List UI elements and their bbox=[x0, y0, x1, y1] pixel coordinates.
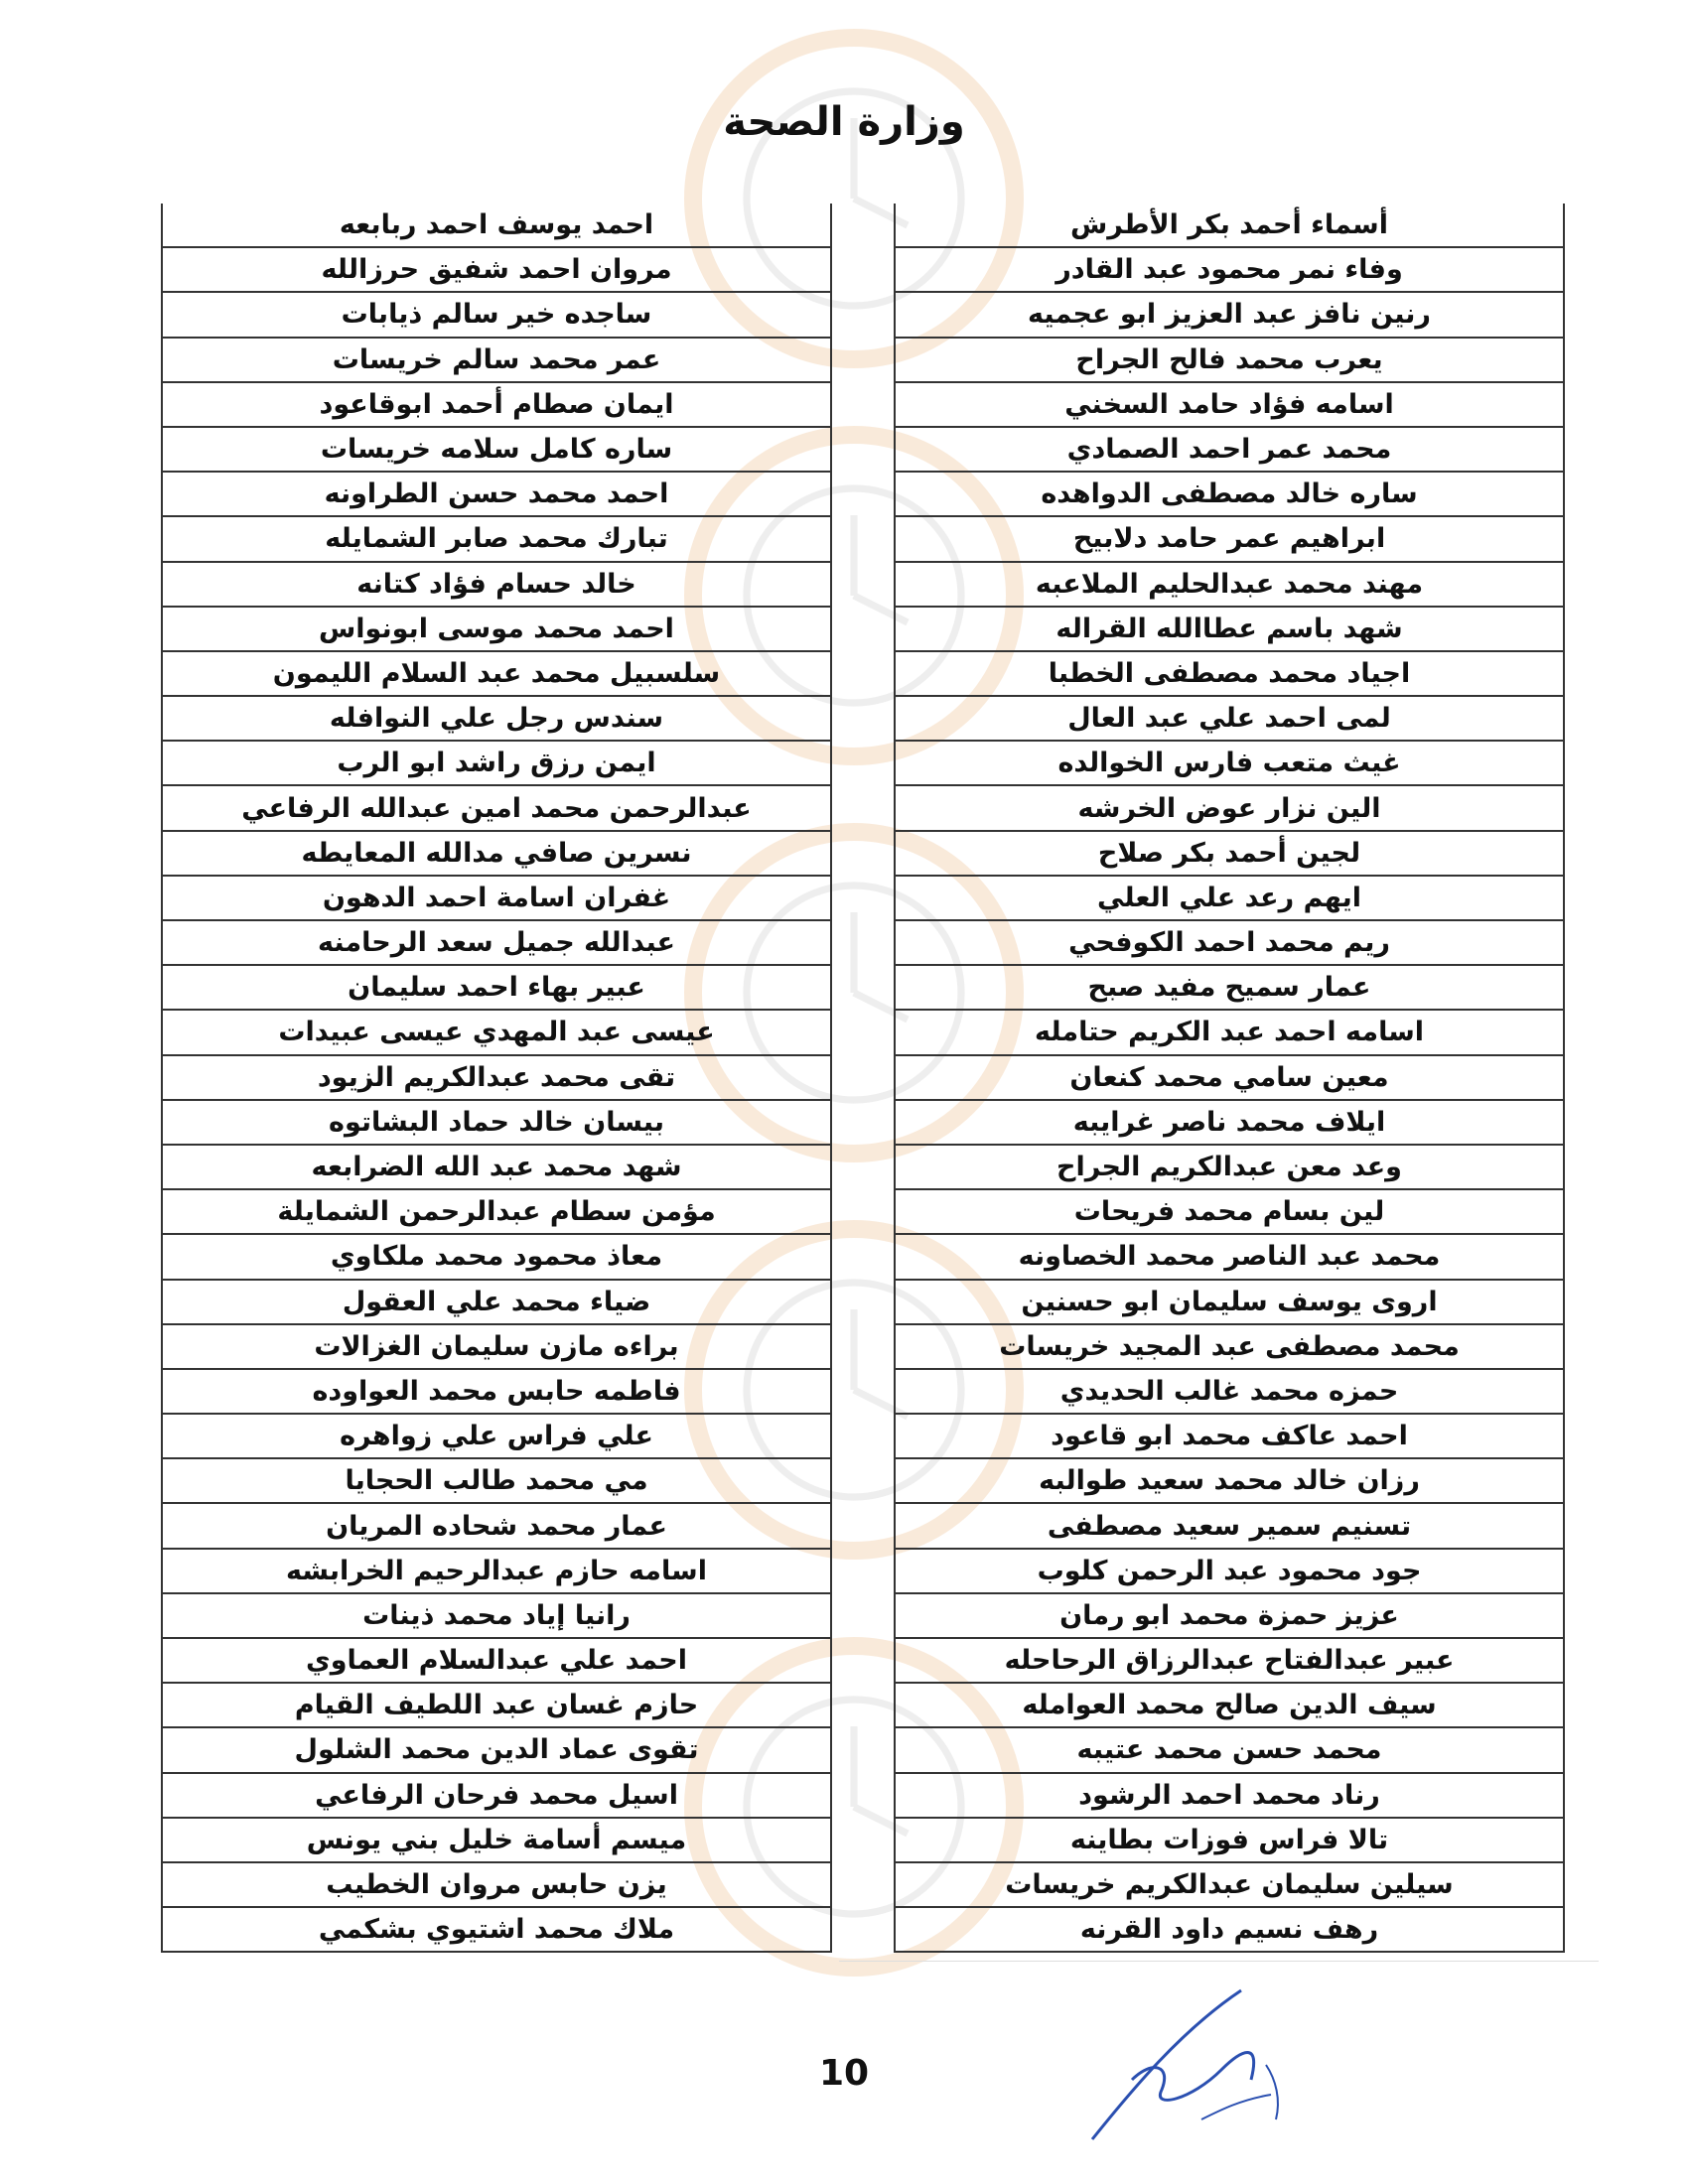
table-row: تبارك محمد صابر الشمايله bbox=[163, 517, 830, 562]
table-row: رنين نافز عبد العزيز ابو عجميه bbox=[896, 293, 1563, 338]
table-row: رانيا إياد محمد ذينات bbox=[163, 1594, 830, 1639]
table-row: احمد محمد موسى ابونواس bbox=[163, 608, 830, 652]
names-table-left bbox=[161, 204, 832, 1953]
table-row: ايلاف محمد ناصر غرايبه bbox=[896, 1101, 1563, 1146]
table-row: محمد عبد الناصر محمد الخصاونه bbox=[896, 1235, 1563, 1280]
table-row: حازم غسان عبد اللطيف القيام bbox=[163, 1684, 830, 1728]
table-row: محمد مصطفى عبد المجيد خريسات bbox=[896, 1325, 1563, 1370]
table-row: اسامه احمد عبد الكريم حتامله bbox=[896, 1011, 1563, 1055]
table-row: عبدالله جميل سعد الرحامنه bbox=[163, 921, 830, 966]
table-row: معاذ محمود محمد ملكاوي bbox=[163, 1235, 830, 1280]
table-row: أسماء أحمد بكر الأطرش bbox=[896, 204, 1563, 248]
table-row: ايمن رزق راشد ابو الرب bbox=[163, 742, 830, 786]
table-row: غيث متعب فارس الخوالده bbox=[896, 742, 1563, 786]
table-row: الين نزار عوض الخرشه bbox=[896, 786, 1563, 831]
table-row: ميسم أسامة خليل بني يونس bbox=[163, 1819, 830, 1863]
table-row: اسامه حازم عبدالرحيم الخرابشه bbox=[163, 1550, 830, 1594]
table-row: ساره خالد مصطفى الدواهده bbox=[896, 473, 1563, 517]
table-row: محمد عمر احمد الصمادي bbox=[896, 428, 1563, 473]
table-row: احمد يوسف احمد ربابعه bbox=[163, 204, 830, 248]
table-row: يزن حابس مروان الخطيب bbox=[163, 1863, 830, 1908]
table-row: محمد حسن محمد عتيبه bbox=[896, 1728, 1563, 1773]
table-row: رهف نسيم داود القرنه bbox=[896, 1908, 1563, 1953]
table-row: رناد محمد احمد الرشود bbox=[896, 1774, 1563, 1819]
table-row: ساجده خير سالم ذيابات bbox=[163, 293, 830, 338]
table-row: غفران اسامة احمد الدهون bbox=[163, 877, 830, 921]
table-row: اسيل محمد فرحان الرفاعي bbox=[163, 1774, 830, 1819]
table-row: لين بسام محمد فريحات bbox=[896, 1190, 1563, 1235]
table-row: مهند محمد عبدالحليم الملاعبه bbox=[896, 563, 1563, 608]
table-row: رزان خالد محمد سعيد طوالبه bbox=[896, 1459, 1563, 1504]
names-table-right bbox=[894, 204, 1565, 1953]
table-row: ساره كامل سلامه خريسات bbox=[163, 428, 830, 473]
footer-divider bbox=[839, 1961, 1599, 1962]
table-row: ملاك محمد اشتيوي بشكمي bbox=[163, 1908, 830, 1953]
table-row: عبدالرحمن محمد امين عبدالله الرفاعي bbox=[163, 786, 830, 831]
table-row: عبير عبدالفتاح عبدالرزاق الرحاحله bbox=[896, 1639, 1563, 1684]
table-row: عبير بهاء احمد سليمان bbox=[163, 966, 830, 1011]
table-row: سلسبيل محمد عبد السلام الليمون bbox=[163, 652, 830, 697]
table-row: مي محمد طالب الحجايا bbox=[163, 1459, 830, 1504]
table-row: يعرب محمد فالح الجراح bbox=[896, 339, 1563, 383]
table-row: وعد معن عبدالكريم الجراح bbox=[896, 1146, 1563, 1190]
table-row: ضياء محمد علي العقول bbox=[163, 1281, 830, 1325]
table-row: علي فراس علي زواهره bbox=[163, 1415, 830, 1459]
table-row: مروان احمد شفيق حرزالله bbox=[163, 248, 830, 293]
table-row: بيسان خالد حماد البشاتوه bbox=[163, 1101, 830, 1146]
table-row: ريم محمد احمد الكوفحي bbox=[896, 921, 1563, 966]
table-row: ابراهيم عمر حامد دلابيح bbox=[896, 517, 1563, 562]
table-row: احمد عاكف محمد ابو قاعود bbox=[896, 1415, 1563, 1459]
table-row: عمر محمد سالم خريسات bbox=[163, 339, 830, 383]
table-row: اجياد محمد مصطفى الخطبا bbox=[896, 652, 1563, 697]
table-row: لجين أحمد بكر صلاح bbox=[896, 832, 1563, 877]
table-row: ايهم رعد علي العلي bbox=[896, 877, 1563, 921]
table-row: فاطمه حابس محمد العواوده bbox=[163, 1370, 830, 1415]
table-row: احمد محمد حسن الطراونه bbox=[163, 473, 830, 517]
table-row: تسنيم سمير سعيد مصطفى bbox=[896, 1504, 1563, 1549]
table-row: شهد باسم عطاالله القراله bbox=[896, 608, 1563, 652]
table-row: تالا فراس فوزات بطاينه bbox=[896, 1819, 1563, 1863]
table-row: لمى احمد علي عبد العال bbox=[896, 697, 1563, 742]
table-row: اروى يوسف سليمان ابو حسنين bbox=[896, 1281, 1563, 1325]
table-row: شهد محمد عبد الله الضرابعه bbox=[163, 1146, 830, 1190]
table-row: اسامه فؤاد حامد السخني bbox=[896, 383, 1563, 428]
table-row: خالد حسام فؤاد كتانه bbox=[163, 563, 830, 608]
table-row: ايمان صطام أحمد ابوقاعود bbox=[163, 383, 830, 428]
table-row: سيلين سليمان عبدالكريم خريسات bbox=[896, 1863, 1563, 1908]
page-title: وزارة الصحة bbox=[723, 99, 965, 145]
table-row: احمد علي عبدالسلام العماوي bbox=[163, 1639, 830, 1684]
table-row: جود محمود عبد الرحمن كلوب bbox=[896, 1550, 1563, 1594]
table-row: تقوى عماد الدين محمد الشلول bbox=[163, 1728, 830, 1773]
table-row: مؤمن سطام عبدالرحمن الشمايلة bbox=[163, 1190, 830, 1235]
table-row: نسرين صافي مدالله المعايطه bbox=[163, 832, 830, 877]
page-number: 10 bbox=[818, 2053, 870, 2094]
table-row: عزيز حمزة محمد ابو رمان bbox=[896, 1594, 1563, 1639]
table-row: حمزه محمد غالب الحديدي bbox=[896, 1370, 1563, 1415]
table-row: وفاء نمر محمود عبد القادر bbox=[896, 248, 1563, 293]
table-row: عمار محمد شحاده المريان bbox=[163, 1504, 830, 1549]
table-row: عمار سميح مفيد صبح bbox=[896, 966, 1563, 1011]
table-row: تقى محمد عبدالكريم الزيود bbox=[163, 1056, 830, 1101]
table-row: سيف الدين صالح محمد العوامله bbox=[896, 1684, 1563, 1728]
table-row: عيسى عبد المهدي عيسى عبيدات bbox=[163, 1011, 830, 1055]
table-row: سندس رجل علي النوافله bbox=[163, 697, 830, 742]
table-row: معين سامي محمد كنعان bbox=[896, 1056, 1563, 1101]
table-row: براءه مازن سليمان الغزالات bbox=[163, 1325, 830, 1370]
